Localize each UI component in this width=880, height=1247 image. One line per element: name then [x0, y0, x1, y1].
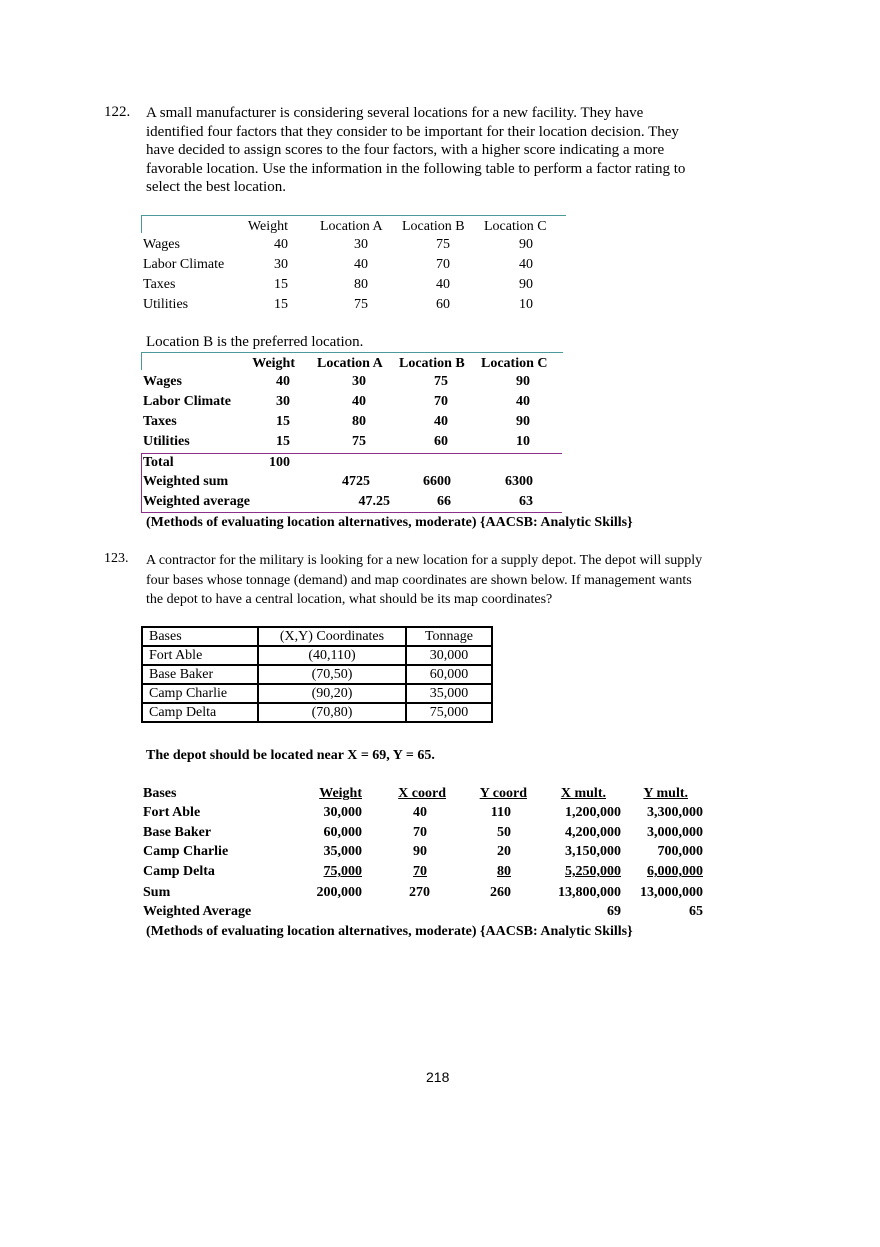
weighted-average-label: Weighted average	[143, 494, 250, 509]
factor-label: Labor Climate	[143, 394, 232, 409]
table-cell: 90	[413, 844, 427, 859]
summary-top-rule	[141, 453, 562, 454]
table-cell: 40	[519, 257, 533, 272]
table-cell: 35,000	[406, 684, 492, 703]
table-cell: 270	[409, 885, 430, 900]
table-cell: 6300	[505, 474, 533, 489]
column-header: Y mult.	[643, 786, 688, 801]
table-cell: 40	[413, 805, 427, 820]
table-row	[142, 665, 492, 684]
table-cell: 13,000,000	[640, 885, 703, 900]
column-header: Location A	[320, 219, 383, 234]
table-cell: 47.25	[358, 494, 390, 509]
table-left-rule	[141, 215, 142, 233]
column-header: Location B	[399, 356, 465, 371]
table-cell: Camp Delta	[142, 703, 258, 722]
table-cell: 30,000	[406, 646, 492, 665]
factor-label: Utilities	[143, 434, 190, 449]
column-header: Location A	[317, 356, 383, 371]
factor-label: Labor Climate	[143, 257, 225, 272]
table-header-row	[142, 627, 492, 646]
table-cell: 70	[434, 394, 448, 409]
table-cell: 15	[276, 414, 290, 429]
table-row	[142, 646, 492, 665]
table-cell: 75	[436, 237, 450, 252]
table-cell: 30	[354, 237, 368, 252]
table-cell: 110	[490, 805, 511, 820]
table-cell: 6,000,000	[647, 864, 703, 879]
column-header: (X,Y) Coordinates	[258, 627, 406, 646]
table-cell: 200,000	[316, 885, 362, 900]
table-cell: 75	[354, 297, 368, 312]
table-cell: 90	[519, 237, 533, 252]
table-cell: 60,000	[406, 665, 492, 684]
factor-label: Wages	[143, 237, 180, 252]
table-cell: 15	[276, 434, 290, 449]
column-header: Bases	[142, 627, 258, 646]
question-text	[146, 104, 786, 197]
total-label: Total	[143, 455, 174, 470]
table-cell: 30	[352, 374, 366, 389]
table-cell: 40	[434, 414, 448, 429]
column-header: X mult.	[560, 786, 606, 801]
table-cell: 60	[434, 434, 448, 449]
table-cell: 75	[434, 374, 448, 389]
column-header: Location C	[481, 356, 548, 371]
table-cell: 75,000	[406, 703, 492, 722]
question-line: have decided to assign scores to the four factors, with a higher score indicating a more	[146, 142, 665, 158]
table-left-rule	[141, 352, 142, 370]
table-cell: 75	[352, 434, 366, 449]
question-line: favorable location. Use the information in the following table to perform a factor rating to	[146, 160, 686, 177]
weighted-sum-label: Weighted sum	[143, 474, 229, 489]
question-line: the depot to have a central location, what should be its map coordinates?	[146, 592, 553, 607]
table-cell: 13,800,000	[558, 885, 621, 900]
table-cell: 20	[497, 844, 511, 859]
question-text	[146, 551, 786, 610]
table-cell: 40	[516, 394, 530, 409]
question-tag: (Methods of evaluating location alternatives, moderate) {AACSB: Analytic Skills}	[146, 924, 633, 939]
table-cell: 90	[516, 374, 530, 389]
question-line: identified four factors that they consider to be important for their location decision. They	[146, 123, 679, 140]
page-number: 218	[426, 1069, 450, 1085]
table-top-rule	[141, 352, 563, 353]
base-label: Camp Charlie	[143, 844, 229, 859]
table-cell: 3,300,000	[647, 805, 703, 820]
table-cell: 66	[437, 494, 451, 509]
table-top-rule	[141, 215, 566, 216]
table-cell: 30,000	[323, 805, 362, 820]
base-label: Fort Able	[143, 805, 201, 820]
table-cell: 80	[352, 414, 366, 429]
column-header: Weight	[319, 786, 362, 801]
table-cell: 40	[276, 374, 290, 389]
question-line: A small manufacturer is considering several locations for a new facility. They have	[146, 105, 644, 121]
column-header: Location C	[484, 219, 547, 234]
table-cell: 40	[352, 394, 366, 409]
table-cell: 40	[354, 257, 368, 272]
table-cell: 80	[497, 864, 511, 879]
table-cell: 15	[274, 277, 288, 292]
summary-left-rule	[141, 453, 142, 513]
question-number: 123.	[104, 551, 129, 566]
table-cell: 260	[490, 885, 511, 900]
table-cell: 90	[519, 277, 533, 292]
table-cell: 70	[413, 825, 427, 840]
table-row	[142, 703, 492, 722]
table-cell: 30	[274, 257, 288, 272]
answer-text: The depot should be located near X = 69, Y = 65.	[146, 748, 435, 763]
table-cell: 90	[516, 414, 530, 429]
table-cell: 4,200,000	[565, 825, 621, 840]
table-cell: 40	[274, 237, 288, 252]
table-cell: (90,20)	[258, 684, 406, 703]
table-row	[142, 684, 492, 703]
table-cell: (70,80)	[258, 703, 406, 722]
column-header: Tonnage	[406, 627, 492, 646]
sum-label: Sum	[143, 885, 171, 900]
question-line: select the best location.	[146, 179, 286, 195]
factor-label: Utilities	[143, 297, 189, 312]
table-cell: 63	[519, 494, 533, 509]
table-cell: 60,000	[323, 825, 362, 840]
question-line: four bases whose tonnage (demand) and map coordinates are shown below. If management wants	[146, 572, 692, 588]
column-header: X coord	[398, 786, 446, 801]
column-header: Weight	[247, 219, 288, 234]
question-number: 122.	[104, 104, 131, 120]
table-cell: 700,000	[657, 844, 703, 859]
table-cell: 4725	[342, 474, 370, 489]
table-cell: 80	[354, 277, 368, 292]
question-line: A contractor for the military is looking for a new location for a supply depot. The depot will supply	[146, 553, 703, 568]
column-header: Weight	[252, 356, 295, 371]
table-cell: 10	[516, 434, 530, 449]
factor-label: Taxes	[143, 414, 177, 429]
base-label: Base Baker	[143, 825, 212, 840]
table-cell: Camp Charlie	[142, 684, 258, 703]
table-cell: 40	[436, 277, 450, 292]
table-cell: 70	[413, 864, 427, 879]
table-cell: 65	[689, 904, 703, 919]
table-cell: 50	[497, 825, 511, 840]
factor-label: Wages	[143, 374, 182, 389]
table-cell: 75,000	[323, 864, 362, 879]
table-cell: 1,200,000	[565, 805, 621, 820]
table-cell: Fort Able	[142, 646, 258, 665]
question-tag: (Methods of evaluating location alternatives, moderate) {AACSB: Analytic Skills}	[146, 515, 633, 530]
table-cell: (40,110)	[258, 646, 406, 665]
answer-text: Location B is the preferred location.	[146, 334, 364, 350]
column-header: Location B	[402, 219, 465, 234]
table-cell: 5,250,000	[565, 864, 621, 879]
summary-bottom-rule	[141, 512, 562, 513]
table-cell: 70	[436, 257, 450, 272]
table-cell: 6600	[423, 474, 451, 489]
table-cell: Base Baker	[142, 665, 258, 684]
table-cell: 30	[276, 394, 290, 409]
factor-label: Taxes	[143, 277, 176, 292]
table-cell: 35,000	[323, 844, 362, 859]
weighted-average-label: Weighted Average	[143, 904, 252, 919]
column-header: Bases	[143, 786, 177, 801]
table-cell: 3,150,000	[565, 844, 621, 859]
table-cell: 15	[274, 297, 288, 312]
table-cell: 69	[607, 904, 621, 919]
bases-table	[141, 626, 493, 723]
table-cell: 3,000,000	[647, 825, 703, 840]
total-weight: 100	[269, 455, 290, 470]
base-label: Camp Delta	[143, 864, 215, 879]
table-cell: (70,50)	[258, 665, 406, 684]
table-cell: 60	[436, 297, 450, 312]
table-cell: 10	[519, 297, 533, 312]
column-header: Y coord	[479, 786, 527, 801]
